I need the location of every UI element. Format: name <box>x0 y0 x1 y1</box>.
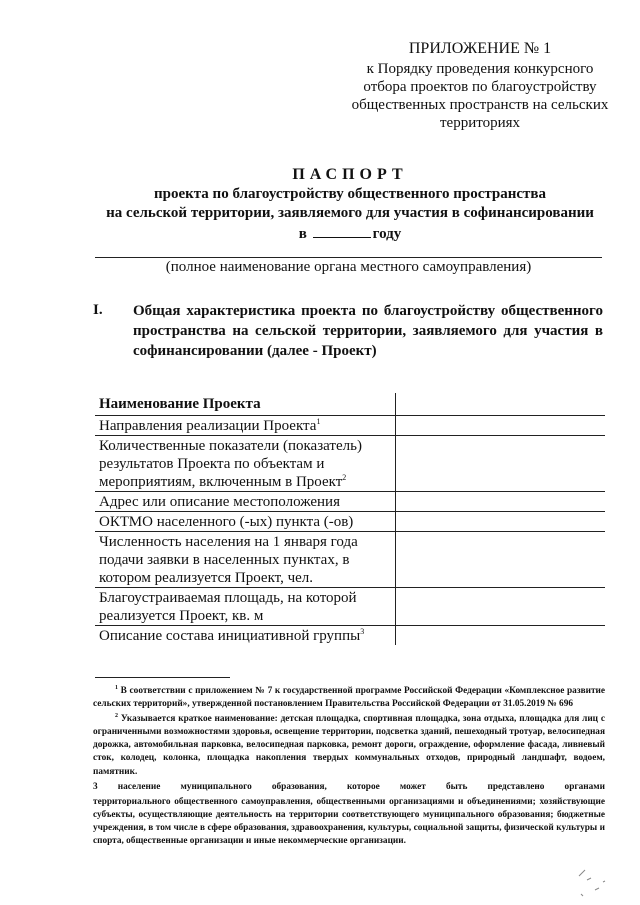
passport-title <box>90 165 610 244</box>
section-title: Общая характеристика проекта по благоустройству общественного пространства на сельской территории, заявляемого для участия в софинансировании (далее - Проект) <box>133 303 603 359</box>
footnote-ref: 2 <box>342 473 347 482</box>
appendix-line: общественных пространств на сельских <box>351 97 609 113</box>
passport-title-year <box>90 223 610 244</box>
table-value-cell[interactable] <box>396 588 606 626</box>
section-number: I. <box>93 302 103 318</box>
passport-title-word: ПАСПОРТ <box>292 166 408 183</box>
footnote-1: $^1$ В соответствии с приложением № 7 к государственной программе Российской Федерации «Комплексное развитие сельских территорий», утвержденной постановлением Правительства Российской Федерации от 31.05.2019 № 696 <box>93 684 605 710</box>
footnote-ref: 1 <box>316 417 321 426</box>
footnote-ref: 3 <box>360 627 365 636</box>
passport-table <box>95 393 605 645</box>
appendix-line: к Порядку проведения конкурсного <box>366 61 594 77</box>
table-row-label: Количественные показатели (показатель) результатов Проекта по объектам и мероприятиям, включенным в Проект$^2$ <box>95 436 396 492</box>
passport-title-line: на сельской территории, заявляемого для участия в софинансировании <box>106 205 594 221</box>
footnote-divider <box>95 677 230 678</box>
footnotes <box>93 685 605 850</box>
table-row <box>95 393 605 416</box>
appendix-line: отбора проектов по благоустройству <box>363 79 597 95</box>
year-suffix: году <box>372 226 402 242</box>
footnote-mark: 2 <box>115 713 118 720</box>
footnote-mark: 1 <box>115 684 118 691</box>
table-value-cell[interactable] <box>396 512 606 532</box>
table-row <box>95 492 605 512</box>
table-row <box>95 588 605 626</box>
org-name-caption: (полное наименование органа местного самоуправления) <box>165 259 532 275</box>
table-header-label: Наименование Проекта <box>95 393 396 416</box>
table-value-cell[interactable] <box>396 492 606 512</box>
year-prefix: в <box>298 226 307 242</box>
table-row <box>95 436 605 492</box>
table-row <box>95 512 605 532</box>
table-value-cell[interactable] <box>396 532 606 588</box>
table-row <box>95 626 605 646</box>
appendix-heading: ПРИЛОЖЕНИЕ № 1 <box>408 40 552 57</box>
table-row-label: ОКТМО населенного (-ых) пункта (-ов) <box>95 512 396 532</box>
table-row <box>95 416 605 436</box>
footnote-3-head: 3 население муниципального образования, которое может быть представлено органами <box>93 781 605 794</box>
table-row-label: Адрес или описание местоположения <box>95 492 396 512</box>
table-value-cell[interactable] <box>396 416 606 436</box>
footnote-2: $^2$ Указывается краткое наименование: детская площадка, спортивная площадка, зона отдыха, площадка для лиц с ограниченными возможностями здоровья, освещение территории, подсветка зданий, пешеходный тротуар, велосипедная дорожка, автомобильная парковка, велосипедная парковка, ремонт дороги, ограждение, оформление фасада, ливневый сток, колодец, колонка, площадка накопления твердых коммунальных отходов, природный ландшафт, водоем, памятник. <box>93 713 605 777</box>
table-row-label: Благоустраиваемая площадь, на которой реализуется Проект, кв. м <box>95 588 396 626</box>
scan-artifact-marks <box>575 868 615 898</box>
footnote-mark: 3 <box>93 781 98 792</box>
appendix-line: территориях <box>439 115 521 131</box>
appendix-block <box>350 40 610 132</box>
table-row-label: Численность населения на 1 января года подачи заявки в населенных пунктах, в котором реализуется Проект, чел. <box>95 532 396 588</box>
table-value-cell[interactable] <box>396 393 606 416</box>
table-row <box>95 532 605 588</box>
table-row-label: Направления реализации Проекта$^1$ <box>95 416 396 436</box>
year-blank-field[interactable] <box>313 223 371 238</box>
table-value-cell[interactable] <box>396 436 606 492</box>
passport-title-line: проекта по благоустройству общественного пространства <box>153 186 547 202</box>
table-value-cell[interactable] <box>396 626 606 646</box>
footnote-3-body: территориального общественного самоуправления, общественными организациями и объединениями; хозяйствующие субъекты, осуществляющие деятельность на территории соответствующего муниципального образования; бюджетные учреждения, в том числе в сфере образования, здравоохранения, культуры, социальной защиты, физической культуры и спорта, общественные организации и иные некоммерческие организации. <box>93 796 605 847</box>
table-row-label: Описание состава инициативной группы$^3$ <box>99 627 365 644</box>
